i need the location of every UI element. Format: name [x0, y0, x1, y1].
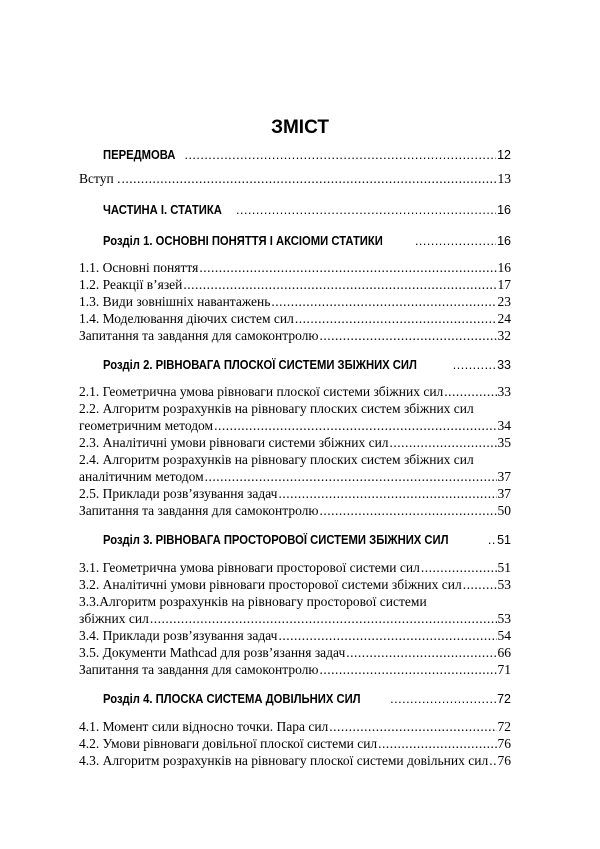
leader-dots — [346, 644, 496, 662]
toc-entry-label: 2.5. Приклади розв’язування задач — [79, 486, 278, 501]
toc-entry-page: 16 — [497, 203, 511, 217]
toc-entry-page: 16 — [497, 234, 511, 248]
toc-entry-page: 53 — [497, 577, 511, 592]
toc-entry-label: Розділ 2. РІВНОВАГА ПЛОСКОЇ СИСТЕМИ ЗБІЖНИХ СИЛ — [103, 358, 417, 372]
toc-entry-3-2[interactable] — [79, 576, 511, 594]
toc-entry-page: 72 — [497, 692, 511, 706]
toc-entry-page: 71 — [497, 662, 511, 677]
toc-entry-questions-2[interactable] — [79, 502, 511, 520]
toc-entry-3-5[interactable] — [79, 644, 511, 662]
toc-entry-label: геометричним методом — [79, 418, 214, 433]
leader-dots — [199, 259, 496, 277]
toc-entry-questions-3[interactable] — [79, 661, 511, 679]
leader-dots — [214, 417, 496, 435]
toc-entry-2-1[interactable] — [79, 383, 511, 401]
toc-entry-chapter-2[interactable] — [79, 356, 511, 374]
toc-entry-1-1[interactable] — [79, 259, 511, 277]
toc-entry-label: 1.3. Види зовнішніх навантажень — [79, 294, 271, 309]
leader-dots — [278, 627, 496, 645]
toc-entry-3-4[interactable] — [79, 627, 511, 645]
toc-entry-page: 51 — [497, 560, 511, 575]
toc-entry-4-2[interactable] — [79, 735, 511, 753]
toc-entry-page: 37 — [497, 486, 511, 501]
toc-entry-label: 3.4. Приклади розв’язування задач — [79, 628, 278, 643]
toc-entry-preface[interactable] — [79, 146, 511, 164]
toc-entry-page: 76 — [497, 753, 511, 768]
toc-entry-page: 53 — [497, 611, 511, 626]
leader-dots — [236, 201, 496, 219]
toc-entry-label: Розділ 3. РІВНОВАГА ПРОСТОРОВОЇ СИСТЕМИ ЗБІЖНИХ СИЛ — [103, 533, 449, 547]
toc-entry-page: 66 — [497, 645, 511, 660]
toc-entry-label: збіжних сил — [79, 611, 149, 626]
toc-entry-1-4[interactable] — [79, 310, 511, 328]
toc-entry-label: 2.3. Аналітичні умови рівноваги системи збіжних сил — [79, 435, 389, 450]
toc-entry-2-4[interactable] — [79, 468, 511, 486]
toc-entry-label: 3.1. Геометрична умова рівноваги просторової системи сил — [79, 560, 420, 575]
toc-entry-page: 23 — [497, 294, 511, 309]
toc-entry-3-3-line1: 3.3.Алгоритм розрахунків на рівновагу просторової системи — [79, 594, 427, 609]
leader-dots — [453, 356, 496, 374]
toc-entry-label: 1.2. Реакції в’язей — [79, 277, 183, 292]
toc-entry-2-2[interactable] — [79, 417, 511, 435]
toc-entry-page: 51 — [497, 533, 511, 547]
toc-entry-chapter-4[interactable] — [79, 690, 511, 708]
leader-dots — [390, 434, 497, 452]
leader-dots — [489, 752, 496, 770]
toc-entry-chapter-1[interactable] — [79, 232, 511, 250]
toc-entry-3-3[interactable] — [79, 610, 511, 628]
leader-dots — [184, 146, 496, 164]
toc-entry-page: 72 — [497, 719, 511, 734]
toc-entry-2-3[interactable] — [79, 434, 511, 452]
page-title: ЗМІСТ — [271, 117, 329, 138]
leader-dots — [415, 232, 496, 250]
toc-entry-page: 50 — [497, 503, 511, 518]
toc-entry-page: 33 — [497, 384, 511, 399]
toc-entry-page: 33 — [497, 358, 511, 372]
leader-dots — [320, 502, 497, 520]
leader-dots — [320, 661, 497, 679]
toc-entry-label: 3.2. Аналітичні умови рівноваги просторової системи збіжних сил — [79, 577, 462, 592]
toc-entry-label: 4.3. Алгоритм розрахунків на рівновагу плоскої системи довільних сил — [79, 753, 489, 768]
toc-entry-page: 12 — [497, 148, 511, 162]
toc-entry-page: 35 — [497, 435, 511, 450]
toc-entry-label: Розділ 1. ОСНОВНІ ПОНЯТТЯ І АКСІОМИ СТАТИКИ — [103, 234, 383, 248]
leader-dots — [390, 690, 496, 708]
leader-dots — [121, 170, 496, 188]
leader-dots — [150, 610, 497, 628]
toc-entry-label: Запитання та завдання для самоконтролю — [79, 328, 319, 343]
toc-entry-page: 13 — [497, 171, 511, 186]
leader-dots — [295, 310, 497, 328]
toc-entry-label: 3.5. Документи Mathcad для розв’язання задач — [79, 645, 346, 660]
toc-entry-page: 17 — [497, 277, 511, 292]
toc-entry-page: 16 — [497, 260, 511, 275]
toc-entry-label: 2.1. Геометрична умова рівноваги плоскої системи збіжних сил — [79, 384, 444, 399]
leader-dots — [320, 327, 497, 345]
toc-entry-label: 1.1. Основні поняття — [79, 260, 199, 275]
toc-entry-label: Розділ 4. ПЛОСКА СИСТЕМА ДОВІЛЬНИХ СИЛ — [103, 692, 361, 706]
toc-entry-1-2[interactable] — [79, 276, 511, 294]
table-of-contents — [79, 0, 511, 849]
leader-dots — [444, 383, 496, 401]
leader-dots — [205, 468, 497, 486]
toc-entry-page: 76 — [497, 736, 511, 751]
leader-dots — [488, 531, 496, 549]
toc-entry-3-1[interactable] — [79, 559, 511, 577]
toc-entry-4-3[interactable] — [79, 752, 511, 770]
leader-dots — [329, 718, 496, 736]
leader-dots — [378, 735, 496, 753]
toc-entry-label: 1.4. Моделювання діючих систем сил — [79, 311, 294, 326]
leader-dots — [278, 485, 496, 503]
toc-entry-page: 37 — [497, 469, 511, 484]
toc-entry-label: ПЕРЕДМОВА — [103, 148, 176, 162]
toc-entry-label: Вступ . — [79, 171, 121, 186]
toc-entry-2-5[interactable] — [79, 485, 511, 503]
toc-entry-label: 4.1. Момент сили відносно точки. Пара сил — [79, 719, 329, 734]
toc-entry-chapter-3[interactable] — [79, 531, 511, 549]
leader-dots — [421, 559, 497, 577]
toc-entry-4-1[interactable] — [79, 718, 511, 736]
toc-entry-label: Запитання та завдання для самоконтролю — [79, 503, 319, 518]
toc-entry-part-1[interactable] — [79, 201, 511, 219]
toc-entry-label: аналітичним методом — [79, 469, 204, 484]
toc-entry-page: 54 — [497, 628, 511, 643]
leader-dots — [463, 576, 497, 594]
toc-entry-page: 34 — [497, 418, 511, 433]
toc-entry-2-4-line1: 2.4. Алгоритм розрахунків на рівновагу плоских систем збіжних сил — [79, 452, 474, 467]
toc-entry-label: Запитання та завдання для самоконтролю — [79, 662, 319, 677]
toc-entry-page: 32 — [497, 328, 511, 343]
leader-dots — [183, 276, 496, 294]
toc-entry-label: 4.2. Умови рівноваги довільної плоскої системи сил — [79, 736, 378, 751]
toc-entry-label: ЧАСТИНА І. СТАТИКА — [103, 203, 222, 217]
toc-entry-1-3[interactable] — [79, 293, 511, 311]
toc-entry-page: 24 — [497, 311, 511, 326]
toc-entry-questions-1[interactable] — [79, 327, 511, 345]
leader-dots — [271, 293, 496, 311]
toc-entry-intro[interactable] — [79, 170, 511, 188]
toc-entry-2-2-line1: 2.2. Алгоритм розрахунків на рівновагу плоских систем збіжних сил — [79, 401, 474, 416]
